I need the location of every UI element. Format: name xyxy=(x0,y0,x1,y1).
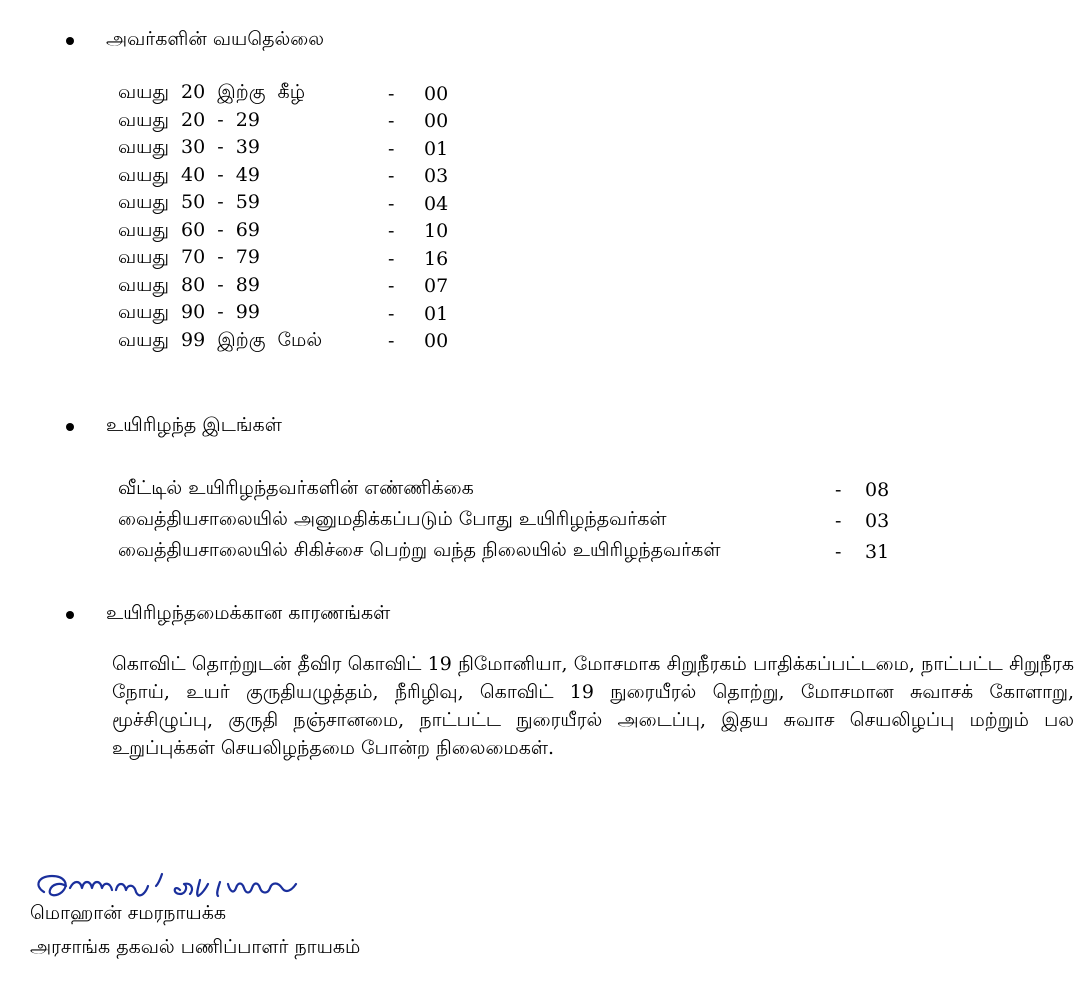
age-range-label: வயது 60 - 69 xyxy=(118,218,260,241)
separator-dash: - xyxy=(388,82,395,105)
causes-paragraph: கொவிட் தொற்றுடன் தீவிர கொவிட் 19 நிமோனியா, மோசமாக சிறுநீரகம் பாதிக்கப்பட்டமை, நாட்பட்ட சிறுநீரக நோய், உயர் குருதியழுத்தம், நீரிழிவு, கொவிட் 19 நுரையீரல் தொற்று, மோசமான சுவாசக் கோளாறு, மூச்சிழுப்பு, குருதி நஞ்சானமை, நாட்பட்ட நுரையீரல் அடைப்பு, இதய சுவாச செயலிழப்பு மற்றும் பல உறுப்புக்கள் செயலிழந்தமை போன்ற நிலைமைகள். xyxy=(112,653,1074,759)
age-range-label: வயது 20 இற்கு கீழ் xyxy=(118,81,305,104)
age-range-label: வயது 40 - 49 xyxy=(118,163,260,186)
age-row xyxy=(118,163,484,191)
separator-dash: - xyxy=(388,247,395,270)
age-row xyxy=(118,245,484,273)
causes-heading-text: உயிரிழந்தமைக்கான காரணங்கள் xyxy=(106,602,391,624)
death-count: 03 xyxy=(865,509,890,532)
age-row xyxy=(118,80,484,108)
age-heading-text: அவர்களின் வயதெல்லை xyxy=(106,28,325,50)
death-count: 04 xyxy=(424,192,449,215)
age-row xyxy=(118,300,484,328)
causes-section-heading xyxy=(66,602,390,627)
signer-title: அரசாங்க தகவல் பணிப்பாளர் நாயகம் xyxy=(30,936,361,958)
signer-name: மொஹான் சமரநாயக்க xyxy=(30,902,227,924)
separator-dash: - xyxy=(388,330,395,353)
separator-dash: - xyxy=(835,509,842,532)
separator-dash: - xyxy=(388,302,395,325)
age-row xyxy=(118,273,484,301)
separator-dash: - xyxy=(835,540,842,563)
age-row xyxy=(118,135,484,163)
separator-dash: - xyxy=(388,165,395,188)
age-range-label: வயது 20 - 29 xyxy=(118,108,260,131)
age-row xyxy=(118,328,484,356)
separator-dash: - xyxy=(388,220,395,243)
place-row xyxy=(118,474,905,505)
separator-dash: - xyxy=(835,478,842,501)
places-section-heading xyxy=(66,414,282,439)
age-row xyxy=(118,190,484,218)
death-count: 08 xyxy=(865,478,890,501)
death-count: 01 xyxy=(424,302,449,325)
age-row xyxy=(118,108,484,136)
death-count: 31 xyxy=(865,540,890,563)
age-table xyxy=(118,80,484,355)
age-range-label: வயது 99 இற்கு மேல் xyxy=(118,328,323,351)
separator-dash: - xyxy=(388,192,395,215)
death-count: 00 xyxy=(424,330,449,353)
separator-dash: - xyxy=(388,110,395,133)
age-section-heading xyxy=(66,28,324,53)
separator-dash: - xyxy=(388,275,395,298)
place-label: வைத்தியசாலையில் அனுமதிக்கப்படும் போது உயிரிழந்தவர்கள் xyxy=(118,508,667,530)
age-range-label: வயது 50 - 59 xyxy=(118,191,260,214)
separator-dash: - xyxy=(388,137,395,160)
places-table xyxy=(118,474,905,567)
age-range-label: வயது 30 - 39 xyxy=(118,136,260,159)
death-count: 01 xyxy=(424,137,449,160)
death-count: 00 xyxy=(424,82,449,105)
age-range-label: வயது 90 - 99 xyxy=(118,301,260,324)
bullet-icon xyxy=(66,37,74,45)
place-row xyxy=(118,536,905,567)
death-count: 07 xyxy=(424,275,449,298)
bullet-icon xyxy=(66,423,74,431)
death-count: 16 xyxy=(424,247,449,270)
age-row xyxy=(118,218,484,246)
places-heading-text: உயிரிழந்த இடங்கள் xyxy=(106,414,282,436)
death-count: 10 xyxy=(424,220,449,243)
place-row xyxy=(118,505,905,536)
age-range-label: வயது 80 - 89 xyxy=(118,273,260,296)
age-range-label: வயது 70 - 79 xyxy=(118,246,260,269)
place-label: வீட்டில் உயிரிழந்தவர்களின் எண்ணிக்கை xyxy=(118,477,474,499)
bullet-icon xyxy=(66,611,74,619)
death-count: 03 xyxy=(424,165,449,188)
place-label: வைத்தியசாலையில் சிகிச்சை பெற்று வந்த நிலையில் உயிரிழந்தவர்கள் xyxy=(118,539,721,561)
death-count: 00 xyxy=(424,110,449,133)
